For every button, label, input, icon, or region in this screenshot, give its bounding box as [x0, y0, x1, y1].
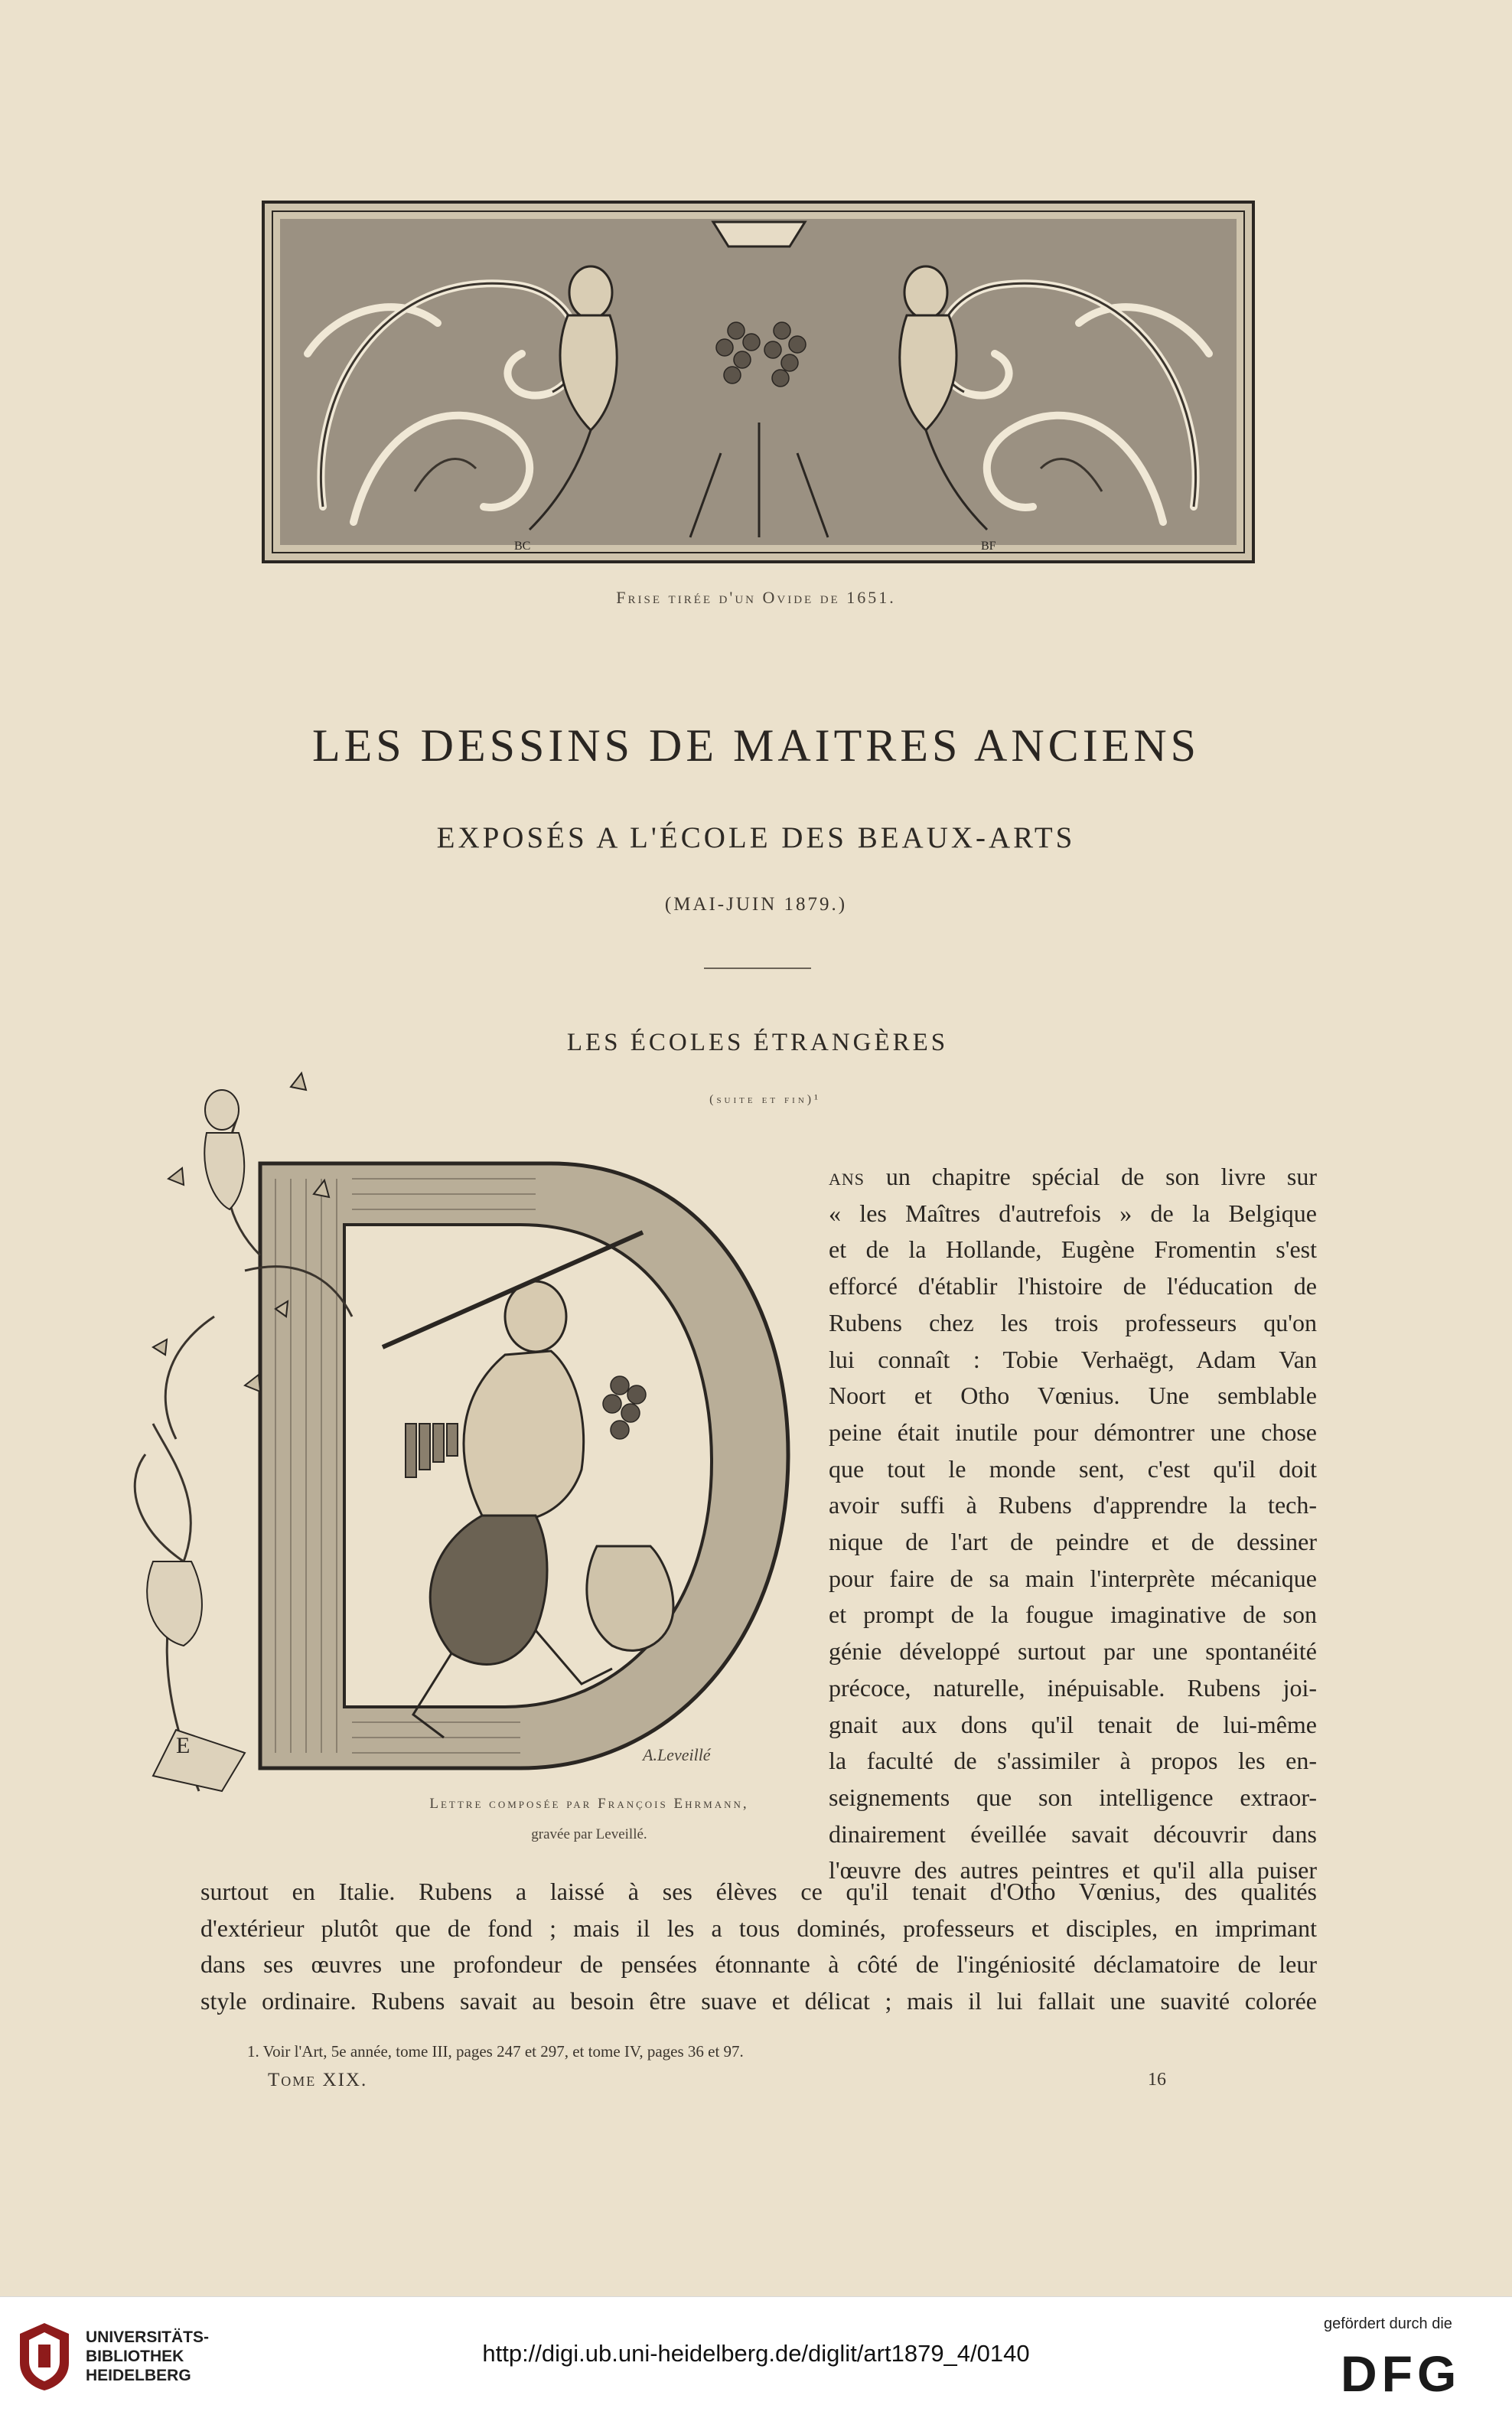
dropcap-caption-line2: gravée par Leveillé. [531, 1826, 647, 1842]
body-line: efforcé d'établir l'histoire de l'éducation de [829, 1272, 1317, 1300]
dropcap-monogram: E [176, 1733, 191, 1758]
body-line: peine était inutile pour démontrer une chose [829, 1418, 1317, 1446]
body-line: style ordinaire. Rubens savait au besoin être suave et délicat ; mais il lui fallait une suavité colorée [200, 1987, 1317, 2015]
body-line: avoir suffi à Rubens d'apprendre la tech- [829, 1491, 1317, 1519]
lead-word: ans [829, 1163, 865, 1190]
volume-label: Tome XIX. [268, 2070, 368, 2090]
section-title: LES ÉCOLES ÉTRANGÈRES [566, 1029, 949, 1056]
section-subtitle: (suite et fin)¹ [709, 1093, 821, 1106]
body-line: d'extérieur plutôt que de fond ; mais il les a tous dominés, professeurs et disciples, en imprimant [200, 1914, 1317, 1942]
body-line: Noort et Otho Vœnius. Une semblable [829, 1382, 1317, 1410]
page-number: 16 [1148, 2070, 1166, 2090]
dfg-logo: DFG [1341, 2345, 1461, 2402]
body-line: pour faire de sa main l'interprète mécanique [829, 1564, 1317, 1592]
body-line: « les Maîtres d'autrefois » de la Belgique [829, 1199, 1317, 1227]
body-line: dinairement éveillée savait découvrir dans [829, 1819, 1317, 1848]
article-subtitle: EXPOSÉS A L'ÉCOLE DES BEAUX-ARTS [436, 821, 1076, 854]
frieze-signature-right: BF [981, 540, 996, 553]
body-text-side [829, 1159, 1317, 1889]
source-url-link[interactable]: http://digi.ub.uni-heidelberg.de/diglit/art1879_4/0140 [482, 2340, 1030, 2367]
article-title: LES DESSINS DE MAITRES ANCIENS [311, 720, 1201, 771]
body-line: surtout en Italie. Rubens a laissé à ses élèves ce qu'il tenait d'Otho Vœnius, des qualités [200, 1878, 1317, 1905]
body-line: seignements que son intelligence extraor- [829, 1783, 1317, 1811]
library-name: UNIVERSITÄTS- BIBLIOTHEK HEIDELBERG [86, 2328, 210, 2384]
body-line: et de la Hollande, Eugène Fromentin s'est [829, 1235, 1317, 1264]
dropcap-signature: A.Leveillé [643, 1745, 711, 1764]
frieze-signature-left: BC [514, 540, 531, 553]
body-line: que tout le monde sent, c'est qu'il doit [829, 1454, 1317, 1483]
body-line: gnait aux dons qu'il tenait de lui-même [829, 1710, 1317, 1738]
body-line: ans un chapitre spécial de son livre sur [829, 1163, 1317, 1190]
body-line: l'œuvre des autres peintres et qu'il alla puiser [829, 1856, 1317, 1884]
body-line: nique de l'art de peindre et de dessiner [829, 1528, 1317, 1556]
article-dates: (MAI-JUIN 1879.) [664, 894, 848, 915]
body-line: la faculté de s'assimiler à propos les en- [829, 1747, 1317, 1775]
body-text-full [200, 1874, 1317, 2020]
body-line: génie développé surtout par une spontanéité [829, 1637, 1317, 1666]
footnote: 1. Voir l'Art, 5e année, tome III, pages 247 et 297, et tome IV, pages 36 et 97. [247, 2042, 744, 2061]
body-line: lui connaît : Tobie Verhaëgt, Adam Van [829, 1345, 1317, 1373]
frieze-caption: Frise tirée d'un Ovide de 1651. [616, 588, 896, 607]
library-footer-bar [0, 2296, 1512, 2418]
dropcap-caption-line1: Lettre composée par François Ehrmann, [429, 1796, 749, 1812]
body-line: dans ses œuvres une profondeur de pensées étonnante à côté de l'ingéniosité déclamatoire de leur [200, 1950, 1317, 1979]
sponsor-label: gefördert durch die [1324, 2315, 1452, 2332]
body-line: Rubens chez les trois professeurs qu'on [829, 1308, 1317, 1336]
body-line: précoce, naturelle, inépuisable. Rubens joi- [829, 1673, 1317, 1702]
dropcap-illustration [122, 1026, 811, 1845]
divider-rule [704, 968, 811, 969]
frieze-engraving [262, 201, 1255, 563]
body-line: et prompt de la fougue imaginative de son [829, 1601, 1317, 1629]
